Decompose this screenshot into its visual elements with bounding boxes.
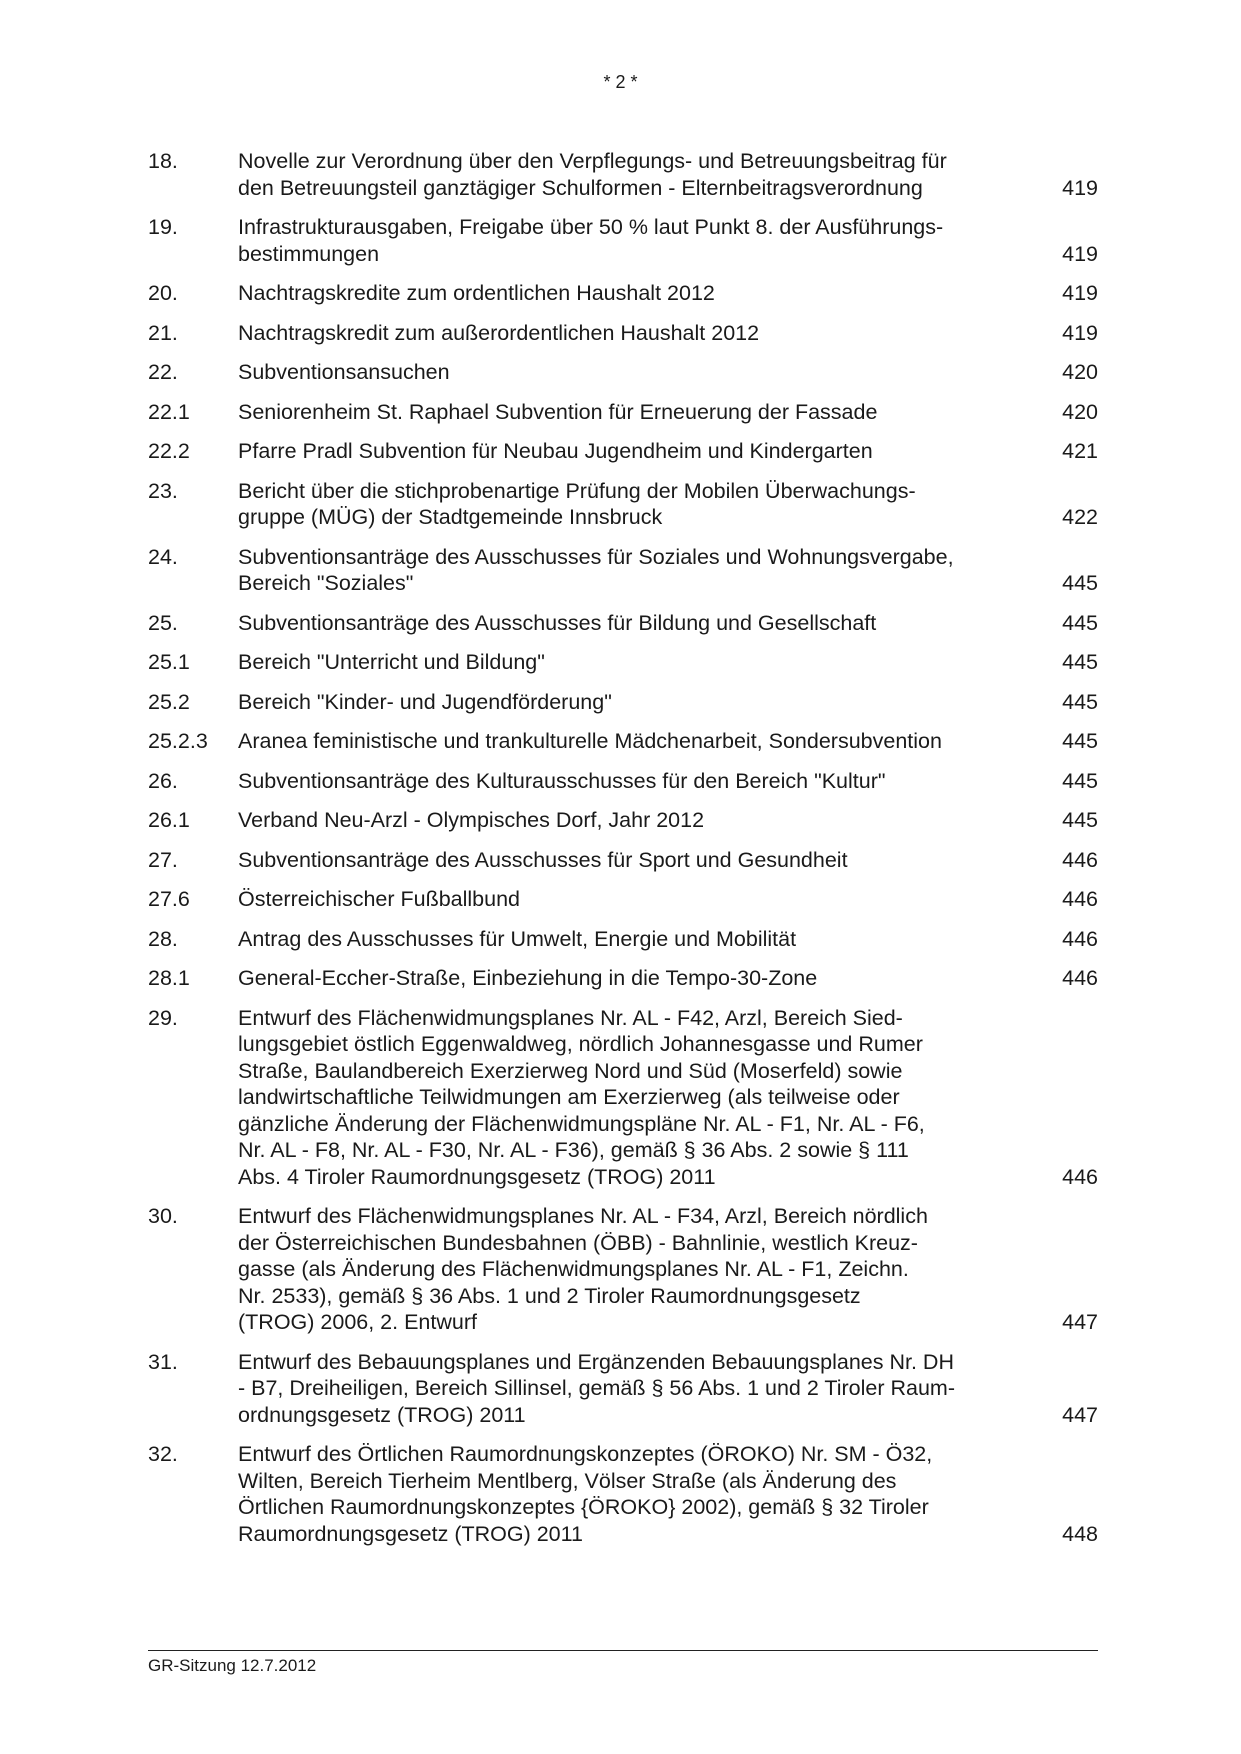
toc-entry-title-line: Bereich "Kinder- und Jugendförderung" — [238, 689, 612, 714]
toc-entry-page: 447 — [1062, 1310, 1098, 1334]
toc-entry — [148, 649, 1098, 676]
toc-entry-page: 445 — [1062, 729, 1098, 753]
toc-entry-title-line: ordnungsgesetz (TROG) 2011 — [238, 1402, 526, 1427]
toc-entry-number: 22.2 — [148, 439, 190, 463]
toc-entry-number: 25.2.3 — [148, 729, 208, 753]
toc-entry-title-line: Subventionsanträge des Kulturausschusses für den Bereich "Kultur" — [238, 768, 886, 793]
toc-entry — [148, 728, 1098, 755]
toc-entry-title — [238, 1349, 998, 1429]
toc-entry — [148, 320, 1098, 347]
toc-entry-title-line: Novelle zur Verordnung über den Verpflegungs- und Betreuungsbeitrag für — [238, 149, 947, 173]
toc-entry — [148, 926, 1098, 953]
toc-entry-page: 446 — [1062, 966, 1098, 990]
toc-entry-number: 23. — [148, 478, 178, 503]
toc-entry-title-line: Örtlichen Raumordnungskonzeptes {ÖROKO} 2002), gemäß § 32 Tiroler — [238, 1495, 929, 1519]
toc-entry-page: 419 — [1062, 281, 1098, 305]
toc-entry-number: 27. — [148, 847, 178, 872]
toc-entry-page: 445 — [1062, 650, 1098, 674]
toc-entry-number: 25.1 — [148, 650, 190, 674]
toc-entry-number: 24. — [148, 544, 178, 569]
toc-entry-number: 22.1 — [148, 399, 190, 424]
toc-entry-title-line: gruppe (MÜG) der Stadtgemeinde Innsbruck — [238, 505, 663, 529]
toc-entry-title-line: der Österreichischen Bundesbahnen (ÖBB) - Bahnlinie, westlich Kreuz- — [238, 1230, 918, 1255]
toc-entry-title — [238, 544, 998, 597]
toc-entry-page: 445 — [1062, 768, 1098, 793]
table-of-contents — [148, 148, 1098, 1560]
toc-entry-title — [238, 214, 998, 267]
toc-entry-title-line: Subventionsanträge des Ausschusses für Bildung und Gesellschaft — [238, 610, 877, 635]
toc-entry-number: 18. — [148, 149, 178, 173]
toc-entry — [148, 768, 1098, 795]
toc-entry-number: 19. — [148, 215, 178, 239]
toc-entry-number: 30. — [148, 1204, 178, 1228]
toc-entry — [148, 610, 1098, 637]
toc-entry-title-line: Entwurf des Örtlichen Raumordnungskonzeptes (ÖROKO) Nr. SM - Ö32, — [238, 1442, 933, 1466]
toc-entry-title — [238, 320, 998, 347]
toc-entry-title-line: landwirtschaftliche Teilwidmungen am Exerzierweg (als teilweise oder — [238, 1085, 900, 1109]
toc-entry-page: 445 — [1062, 689, 1098, 714]
toc-entry-title-line: General-Eccher-Straße, Einbeziehung in die Tempo-30-Zone — [238, 966, 818, 990]
toc-entry-page: 419 — [1062, 241, 1098, 266]
toc-entry-title-line: Seniorenheim St. Raphael Subvention für Erneuerung der Fassade — [238, 399, 878, 424]
toc-entry-page: 446 — [1062, 1164, 1098, 1189]
toc-entry-title-line: Nr. AL - F8, Nr. AL - F30, Nr. AL - F36), gemäß § 36 Abs. 2 sowie § 111 — [238, 1138, 909, 1162]
toc-entry-title-line: Subventionsanträge des Ausschusses für Soziales und Wohnungsvergabe, — [238, 544, 954, 569]
footer-divider — [148, 1650, 1098, 1651]
toc-entry-title-line: Österreichischer Fußballbund — [238, 887, 521, 911]
toc-entry-page: 446 — [1062, 847, 1098, 872]
toc-entry-page: 421 — [1062, 439, 1098, 463]
toc-entry-page: 419 — [1062, 320, 1098, 345]
toc-entry-title — [238, 1005, 998, 1191]
toc-entry-title — [238, 689, 998, 716]
toc-entry-title-line: lungsgebiet östlich Eggenwaldweg, nördlich Johannesgasse und Rumer — [238, 1032, 923, 1056]
toc-entry-number: 20. — [148, 281, 178, 305]
toc-entry-number: 22. — [148, 360, 178, 384]
toc-entry-title-line: Entwurf des Flächenwidmungsplanes Nr. AL - F34, Arzl, Bereich nördlich — [238, 1204, 928, 1228]
toc-entry-title-line: Bericht über die stichprobenartige Prüfung der Mobilen Überwachungs- — [238, 478, 916, 503]
toc-entry-title — [238, 148, 998, 201]
toc-entry-title-line: Entwurf des Bebauungsplanes und Ergänzenden Bebauungsplanes Nr. DH — [238, 1349, 954, 1374]
toc-entry-title — [238, 807, 998, 834]
toc-entry-number: 31. — [148, 1349, 178, 1374]
toc-entry — [148, 359, 1098, 386]
toc-entry-title — [238, 1203, 998, 1336]
toc-entry-title-line: Pfarre Pradl Subvention für Neubau Jugendheim und Kindergarten — [238, 439, 873, 463]
toc-entry-title — [238, 359, 998, 386]
toc-entry-title — [238, 926, 998, 953]
toc-entry-number: 21. — [148, 320, 178, 345]
toc-entry-page: 445 — [1062, 808, 1098, 832]
toc-entry-title-line: - B7, Dreiheiligen, Bereich Sillinsel, gemäß § 56 Abs. 1 und 2 Tiroler Raum- — [238, 1376, 956, 1400]
toc-entry-title — [238, 847, 998, 874]
toc-entry-number: 26.1 — [148, 808, 190, 832]
toc-entry-title-line: gänzliche Änderung der Flächenwidmungspläne Nr. AL - F1, Nr. AL - F6, — [238, 1111, 925, 1136]
toc-entry — [148, 280, 1098, 307]
toc-entry — [148, 544, 1098, 597]
toc-entry-title-line: bestimmungen — [238, 241, 380, 266]
toc-entry-number: 29. — [148, 1005, 178, 1030]
toc-entry-title — [238, 1441, 998, 1547]
toc-entry-number: 27.6 — [148, 887, 190, 911]
toc-entry-title — [238, 728, 998, 755]
toc-entry-title — [238, 768, 998, 795]
toc-entry-title — [238, 280, 998, 307]
toc-entry-title — [238, 886, 998, 913]
toc-entry-title-line: Nr. 2533), gemäß § 36 Abs. 1 und 2 Tiroler Raumordnungsgesetz — [238, 1283, 861, 1308]
toc-entry-title-line: Infrastrukturausgaben, Freigabe über 50 % laut Punkt 8. der Ausführungs- — [238, 215, 944, 239]
toc-entry-title-line: den Betreuungsteil ganztägiger Schulformen - Elternbeitragsverordnung — [238, 175, 923, 200]
toc-entry-title-line: Nachtragskredit zum außerordentlichen Haushalt 2012 — [238, 320, 760, 345]
toc-entry — [148, 886, 1098, 913]
toc-entry-title-line: gasse (als Änderung des Flächenwidmungsplanes Nr. AL - F1, Zeichn. — [238, 1257, 909, 1281]
page-number: * 2 * — [603, 72, 638, 92]
toc-entry-title — [238, 649, 998, 676]
toc-entry-page: 446 — [1062, 887, 1098, 911]
toc-entry — [148, 1349, 1098, 1429]
toc-entry-page: 445 — [1062, 571, 1098, 595]
toc-entry-page: 445 — [1062, 610, 1098, 635]
toc-entry — [148, 1203, 1098, 1336]
toc-entry-page: 419 — [1062, 175, 1098, 200]
toc-entry-title-line: Bereich "Soziales" — [238, 571, 414, 595]
toc-entry-title — [238, 478, 998, 531]
toc-entry-page: 448 — [1062, 1521, 1098, 1546]
toc-entry-number: 28.1 — [148, 966, 190, 990]
toc-entry-number: 26. — [148, 768, 178, 793]
toc-entry-title-line: Antrag des Ausschusses für Umwelt, Energie und Mobilität — [238, 926, 797, 951]
toc-entry — [148, 807, 1098, 834]
toc-entry — [148, 399, 1098, 426]
toc-entry-number: 28. — [148, 926, 178, 951]
toc-entry-page: 420 — [1062, 399, 1098, 424]
toc-entry-page: 420 — [1062, 360, 1098, 384]
toc-entry — [148, 438, 1098, 465]
toc-entry — [148, 1441, 1098, 1547]
toc-entry-title-line: Straße, Baulandbereich Exerzierweg Nord und Süd (Moserfeld) sowie — [238, 1058, 903, 1083]
toc-entry — [148, 478, 1098, 531]
toc-entry-title-line: Verband Neu-Arzl - Olympisches Dorf, Jahr 2012 — [238, 808, 705, 832]
toc-entry-number: 25.2 — [148, 689, 190, 714]
toc-entry — [148, 847, 1098, 874]
toc-entry — [148, 965, 1098, 992]
toc-entry-title-line: (TROG) 2006, 2. Entwurf — [238, 1310, 477, 1334]
toc-entry-page: 447 — [1062, 1402, 1098, 1427]
toc-entry-title-line: Entwurf des Flächenwidmungsplanes Nr. AL - F42, Arzl, Bereich Sied- — [238, 1005, 903, 1030]
toc-entry-title-line: Bereich "Unterricht und Bildung" — [238, 650, 545, 674]
toc-entry — [148, 214, 1098, 267]
toc-entry-title-line: Subventionsansuchen — [238, 360, 450, 384]
toc-entry-title — [238, 610, 998, 637]
toc-entry-title-line: Subventionsanträge des Ausschusses für Sport und Gesundheit — [238, 847, 848, 872]
toc-entry-number: 25. — [148, 610, 178, 635]
toc-entry — [148, 689, 1098, 716]
toc-entry-title-line: Nachtragskredite zum ordentlichen Haushalt 2012 — [238, 281, 715, 305]
toc-entry-title — [238, 965, 998, 992]
toc-entry-title-line: Raumordnungsgesetz (TROG) 2011 — [238, 1521, 583, 1546]
toc-entry-page: 446 — [1062, 926, 1098, 951]
toc-entry-page: 422 — [1062, 505, 1098, 529]
toc-entry-title-line: Wilten, Bereich Tierheim Mentlberg, Völser Straße (als Änderung des — [238, 1468, 897, 1493]
toc-entry — [148, 1005, 1098, 1191]
toc-entry — [148, 148, 1098, 201]
toc-entry-number: 32. — [148, 1442, 178, 1466]
toc-entry-title — [238, 438, 998, 465]
footer-text: GR-Sitzung 12.7.2012 — [148, 1656, 317, 1675]
toc-entry-title — [238, 399, 998, 426]
toc-entry-title-line: Abs. 4 Tiroler Raumordnungsgesetz (TROG) 2011 — [238, 1164, 716, 1189]
toc-entry-title-line: Aranea feministische und trankulturelle Mädchenarbeit, Sondersubvention — [238, 729, 942, 753]
